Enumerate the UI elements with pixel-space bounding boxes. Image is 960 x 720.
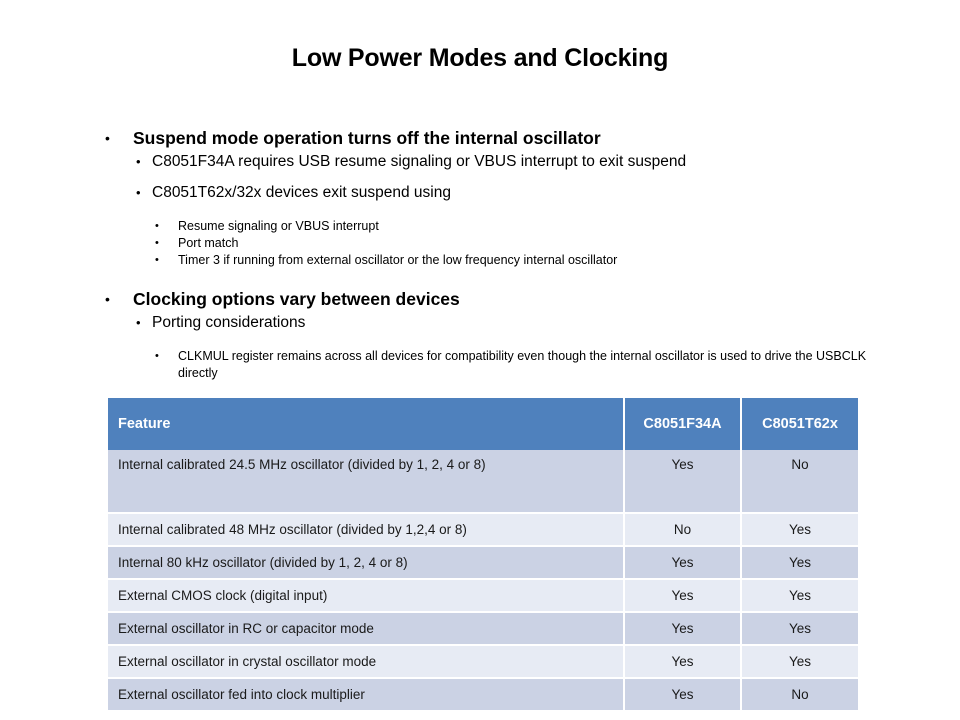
bullet-level3 (0, 235, 960, 252)
bullet-dot-icon: • (136, 185, 141, 200)
column-header-feature: Feature (108, 398, 624, 450)
table-row (108, 645, 858, 678)
column-header-c8051t62x: C8051T62x (741, 398, 858, 450)
bullet-level2 (0, 312, 960, 334)
bullet-dot-icon: • (105, 291, 110, 307)
cell-c8051f34a: Yes (624, 546, 741, 579)
cell-feature: External oscillator in crystal oscillator mode (108, 645, 624, 678)
bullet-level3-label: Port match (178, 236, 239, 250)
bullet-level2-label: Porting considerations (152, 314, 306, 331)
cell-c8051t62x: No (741, 678, 858, 710)
cell-feature: External oscillator in RC or capacitor mode (108, 612, 624, 645)
bullet-level2-label: C8051F34A requires USB resume signaling or VBUS interrupt to exit suspend (152, 153, 687, 170)
bullet-dot-icon: • (155, 237, 159, 249)
bullet-level3 (0, 218, 960, 235)
bullet-level3 (0, 348, 960, 382)
cell-c8051t62x: Yes (741, 579, 858, 612)
cell-c8051f34a: Yes (624, 579, 741, 612)
spacer (0, 336, 960, 348)
cell-feature: External oscillator fed into clock multiplier (108, 678, 624, 710)
table-body (108, 450, 858, 710)
cell-feature: Internal calibrated 48 MHz oscillator (divided by 1,2,4 or 8) (108, 513, 624, 546)
cell-c8051t62x: Yes (741, 513, 858, 546)
cell-c8051f34a: Yes (624, 612, 741, 645)
bullet-level3-label: Timer 3 if running from external oscillator or the low frequency internal oscillator (178, 253, 618, 267)
bullet-level1 (0, 287, 960, 311)
cell-c8051f34a: Yes (624, 450, 741, 513)
bullet-level3-label: Resume signaling or VBUS interrupt (178, 219, 379, 233)
bullet-dot-icon: • (105, 130, 110, 146)
cell-feature: External CMOS clock (digital input) (108, 579, 624, 612)
column-header-c8051f34a: C8051F34A (624, 398, 741, 450)
table-row (108, 450, 858, 513)
cell-c8051t62x: Yes (741, 546, 858, 579)
cell-feature: Internal 80 kHz oscillator (divided by 1, 2, 4 or 8) (108, 546, 624, 579)
bullet-level2 (0, 182, 960, 204)
bullet-level3-label: CLKMUL register remains across all devices for compatibility even though the internal oscillator is used to drive the USBCLK directly (178, 349, 867, 380)
spacer (0, 175, 960, 182)
cell-c8051f34a: Yes (624, 678, 741, 710)
table-header-row (108, 398, 858, 450)
table-row (108, 612, 858, 645)
bullet-level1 (0, 126, 960, 150)
spacer (0, 206, 960, 218)
table-row (108, 513, 858, 546)
cell-c8051t62x: Yes (741, 645, 858, 678)
bullet-dot-icon: • (136, 315, 141, 330)
bullet-dot-icon: • (155, 220, 159, 232)
table-row (108, 678, 858, 710)
bullet-level2-label: C8051T62x/32x devices exit suspend using (152, 184, 451, 201)
bullet-dot-icon: • (155, 350, 159, 362)
table-header (108, 398, 858, 450)
cell-c8051f34a: Yes (624, 645, 741, 678)
bullet-level1-label: Suspend mode operation turns off the internal oscillator (133, 128, 601, 148)
page-title: Low Power Modes and Clocking (291, 44, 669, 72)
spacer (0, 269, 960, 287)
bullet-level1-label: Clocking options vary between devices (133, 289, 460, 309)
cell-c8051f34a: No (624, 513, 741, 546)
bullet-dot-icon: • (136, 154, 141, 169)
slide-body (0, 126, 960, 382)
bullet-level2 (0, 151, 960, 173)
cell-c8051t62x: No (741, 450, 858, 513)
bullet-level3 (0, 252, 960, 269)
table-row (108, 546, 858, 579)
feature-comparison-table (108, 398, 858, 710)
table-row (108, 579, 858, 612)
cell-feature: Internal calibrated 24.5 MHz oscillator (divided by 1, 2, 4 or 8) (108, 450, 624, 513)
cell-c8051t62x: Yes (741, 612, 858, 645)
bullet-dot-icon: • (155, 254, 159, 266)
